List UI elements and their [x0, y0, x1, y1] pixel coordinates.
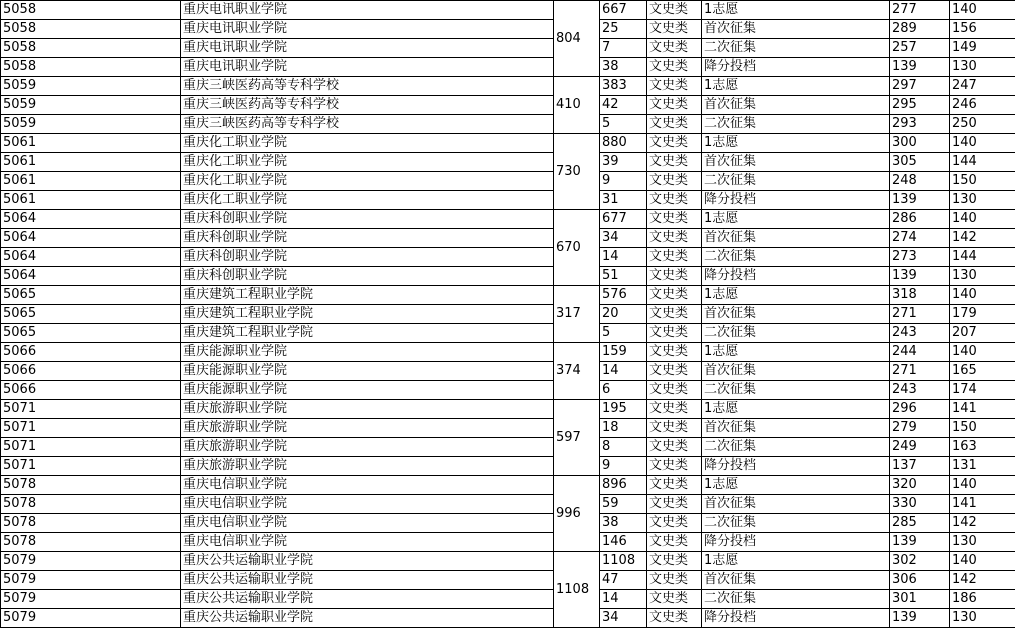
admitted-count-cell: 51	[600, 267, 647, 286]
max-score-cell: 320	[890, 476, 950, 495]
school-name-cell: 重庆电信职业学院	[181, 514, 554, 533]
admitted-count-cell: 896	[600, 476, 647, 495]
batch-cell: 降分投档	[702, 609, 890, 628]
admitted-count-cell: 14	[600, 590, 647, 609]
school-name-cell: 重庆旅游职业学院	[181, 400, 554, 419]
admitted-count-cell: 383	[600, 77, 647, 96]
plan-count-cell: 597	[554, 400, 600, 476]
category-cell: 文史类	[647, 1, 702, 20]
school-name-cell: 重庆化工职业学院	[181, 153, 554, 172]
plan-count-cell: 804	[554, 1, 600, 77]
max-score-cell: 139	[890, 533, 950, 552]
category-cell: 文史类	[647, 96, 702, 115]
min-score-cell: 179	[950, 305, 1015, 324]
category-cell: 文史类	[647, 286, 702, 305]
table-row	[1, 495, 1015, 514]
max-score-cell: 302	[890, 552, 950, 571]
category-cell: 文史类	[647, 419, 702, 438]
admitted-count-cell: 8	[600, 438, 647, 457]
school-name-cell: 重庆电信职业学院	[181, 533, 554, 552]
school-name-cell: 重庆建筑工程职业学院	[181, 324, 554, 343]
table-row	[1, 134, 1015, 153]
admitted-count-cell: 47	[600, 571, 647, 590]
category-cell: 文史类	[647, 438, 702, 457]
batch-cell: 二次征集	[702, 438, 890, 457]
table-row	[1, 39, 1015, 58]
table-row	[1, 20, 1015, 39]
category-cell: 文史类	[647, 457, 702, 476]
admitted-count-cell: 25	[600, 20, 647, 39]
table-row	[1, 305, 1015, 324]
school-code-cell: 5064	[1, 267, 181, 286]
school-code-cell: 5071	[1, 419, 181, 438]
batch-cell: 二次征集	[702, 590, 890, 609]
batch-cell: 1志愿	[702, 400, 890, 419]
school-code-cell: 5078	[1, 514, 181, 533]
category-cell: 文史类	[647, 20, 702, 39]
max-score-cell: 243	[890, 324, 950, 343]
max-score-cell: 286	[890, 210, 950, 229]
category-cell: 文史类	[647, 153, 702, 172]
category-cell: 文史类	[647, 609, 702, 628]
school-name-cell: 重庆电讯职业学院	[181, 58, 554, 77]
max-score-cell: 279	[890, 419, 950, 438]
admitted-count-cell: 159	[600, 343, 647, 362]
category-cell: 文史类	[647, 552, 702, 571]
table-row	[1, 115, 1015, 134]
max-score-cell: 289	[890, 20, 950, 39]
table-row	[1, 210, 1015, 229]
school-name-cell: 重庆三峡医药高等专科学校	[181, 77, 554, 96]
school-name-cell: 重庆公共运输职业学院	[181, 609, 554, 628]
min-score-cell: 140	[950, 134, 1015, 153]
admitted-count-cell: 7	[600, 39, 647, 58]
max-score-cell: 139	[890, 609, 950, 628]
min-score-cell: 142	[950, 229, 1015, 248]
category-cell: 文史类	[647, 400, 702, 419]
min-score-cell: 141	[950, 400, 1015, 419]
admitted-count-cell: 1108	[600, 552, 647, 571]
table-row	[1, 1, 1015, 20]
table-row	[1, 362, 1015, 381]
admitted-count-cell: 34	[600, 229, 647, 248]
plan-count-cell: 996	[554, 476, 600, 552]
batch-cell: 二次征集	[702, 514, 890, 533]
plan-count-cell: 317	[554, 286, 600, 343]
table-row	[1, 96, 1015, 115]
batch-cell: 降分投档	[702, 533, 890, 552]
school-code-cell: 5071	[1, 438, 181, 457]
min-score-cell: 140	[950, 286, 1015, 305]
max-score-cell: 305	[890, 153, 950, 172]
batch-cell: 首次征集	[702, 229, 890, 248]
school-code-cell: 5078	[1, 476, 181, 495]
school-code-cell: 5071	[1, 400, 181, 419]
max-score-cell: 244	[890, 343, 950, 362]
table-row	[1, 533, 1015, 552]
batch-cell: 首次征集	[702, 495, 890, 514]
batch-cell: 二次征集	[702, 115, 890, 134]
min-score-cell: 250	[950, 115, 1015, 134]
school-name-cell: 重庆科创职业学院	[181, 210, 554, 229]
admitted-count-cell: 667	[600, 1, 647, 20]
school-name-cell: 重庆能源职业学院	[181, 362, 554, 381]
category-cell: 文史类	[647, 571, 702, 590]
min-score-cell: 142	[950, 571, 1015, 590]
batch-cell: 首次征集	[702, 96, 890, 115]
school-name-cell: 重庆电讯职业学院	[181, 1, 554, 20]
school-code-cell: 5059	[1, 115, 181, 134]
batch-cell: 降分投档	[702, 267, 890, 286]
batch-cell: 降分投档	[702, 58, 890, 77]
max-score-cell: 273	[890, 248, 950, 267]
max-score-cell: 301	[890, 590, 950, 609]
batch-cell: 1志愿	[702, 286, 890, 305]
max-score-cell: 257	[890, 39, 950, 58]
school-name-cell: 重庆化工职业学院	[181, 134, 554, 153]
school-code-cell: 5059	[1, 77, 181, 96]
category-cell: 文史类	[647, 248, 702, 267]
min-score-cell: 130	[950, 191, 1015, 210]
batch-cell: 二次征集	[702, 172, 890, 191]
school-code-cell: 5065	[1, 286, 181, 305]
max-score-cell: 274	[890, 229, 950, 248]
admitted-count-cell: 6	[600, 381, 647, 400]
school-code-cell: 5058	[1, 39, 181, 58]
table-row	[1, 571, 1015, 590]
plan-count-cell: 730	[554, 134, 600, 210]
table-row	[1, 153, 1015, 172]
school-name-cell: 重庆能源职业学院	[181, 343, 554, 362]
admitted-count-cell: 31	[600, 191, 647, 210]
max-score-cell: 297	[890, 77, 950, 96]
batch-cell: 降分投档	[702, 457, 890, 476]
category-cell: 文史类	[647, 210, 702, 229]
school-code-cell: 5059	[1, 96, 181, 115]
school-name-cell: 重庆化工职业学院	[181, 172, 554, 191]
category-cell: 文史类	[647, 191, 702, 210]
max-score-cell: 295	[890, 96, 950, 115]
admitted-count-cell: 880	[600, 134, 647, 153]
batch-cell: 首次征集	[702, 305, 890, 324]
min-score-cell: 144	[950, 153, 1015, 172]
max-score-cell: 139	[890, 191, 950, 210]
max-score-cell: 318	[890, 286, 950, 305]
category-cell: 文史类	[647, 533, 702, 552]
table-row	[1, 438, 1015, 457]
batch-cell: 二次征集	[702, 39, 890, 58]
school-name-cell: 重庆电信职业学院	[181, 476, 554, 495]
admitted-count-cell: 677	[600, 210, 647, 229]
min-score-cell: 246	[950, 96, 1015, 115]
batch-cell: 1志愿	[702, 1, 890, 20]
school-code-cell: 5078	[1, 533, 181, 552]
admitted-count-cell: 9	[600, 457, 647, 476]
admitted-count-cell: 5	[600, 115, 647, 134]
batch-cell: 1志愿	[702, 134, 890, 153]
school-name-cell: 重庆三峡医药高等专科学校	[181, 96, 554, 115]
school-code-cell: 5061	[1, 134, 181, 153]
batch-cell: 1志愿	[702, 77, 890, 96]
school-code-cell: 5061	[1, 153, 181, 172]
category-cell: 文史类	[647, 305, 702, 324]
school-name-cell: 重庆电信职业学院	[181, 495, 554, 514]
school-code-cell: 5071	[1, 457, 181, 476]
school-code-cell: 5064	[1, 210, 181, 229]
category-cell: 文史类	[647, 590, 702, 609]
admitted-count-cell: 146	[600, 533, 647, 552]
admitted-count-cell: 9	[600, 172, 647, 191]
plan-count-cell: 374	[554, 343, 600, 400]
school-name-cell: 重庆科创职业学院	[181, 248, 554, 267]
batch-cell: 1志愿	[702, 210, 890, 229]
school-code-cell: 5064	[1, 229, 181, 248]
min-score-cell: 140	[950, 552, 1015, 571]
admitted-count-cell: 38	[600, 514, 647, 533]
school-code-cell: 5065	[1, 305, 181, 324]
admitted-count-cell: 20	[600, 305, 647, 324]
table-row	[1, 476, 1015, 495]
category-cell: 文史类	[647, 58, 702, 77]
min-score-cell: 140	[950, 343, 1015, 362]
table-row	[1, 229, 1015, 248]
table-body	[1, 1, 1015, 628]
table-row	[1, 58, 1015, 77]
min-score-cell: 130	[950, 267, 1015, 286]
admitted-count-cell: 42	[600, 96, 647, 115]
school-name-cell: 重庆电讯职业学院	[181, 39, 554, 58]
max-score-cell: 139	[890, 58, 950, 77]
max-score-cell: 306	[890, 571, 950, 590]
school-code-cell: 5078	[1, 495, 181, 514]
batch-cell: 1志愿	[702, 476, 890, 495]
school-code-cell: 5079	[1, 571, 181, 590]
school-name-cell: 重庆旅游职业学院	[181, 419, 554, 438]
min-score-cell: 150	[950, 172, 1015, 191]
batch-cell: 降分投档	[702, 191, 890, 210]
table-row	[1, 400, 1015, 419]
admitted-count-cell: 14	[600, 248, 647, 267]
table-row	[1, 381, 1015, 400]
school-name-cell: 重庆化工职业学院	[181, 191, 554, 210]
max-score-cell: 277	[890, 1, 950, 20]
school-name-cell: 重庆建筑工程职业学院	[181, 305, 554, 324]
table-row	[1, 457, 1015, 476]
admitted-count-cell: 18	[600, 419, 647, 438]
batch-cell: 1志愿	[702, 343, 890, 362]
plan-count-cell: 670	[554, 210, 600, 286]
batch-cell: 1志愿	[702, 552, 890, 571]
table-row	[1, 286, 1015, 305]
admitted-count-cell: 34	[600, 609, 647, 628]
category-cell: 文史类	[647, 134, 702, 153]
max-score-cell: 243	[890, 381, 950, 400]
table-row	[1, 609, 1015, 628]
max-score-cell: 249	[890, 438, 950, 457]
min-score-cell: 165	[950, 362, 1015, 381]
category-cell: 文史类	[647, 381, 702, 400]
category-cell: 文史类	[647, 514, 702, 533]
plan-count-cell: 410	[554, 77, 600, 134]
school-name-cell: 重庆能源职业学院	[181, 381, 554, 400]
min-score-cell: 207	[950, 324, 1015, 343]
school-code-cell: 5066	[1, 343, 181, 362]
category-cell: 文史类	[647, 343, 702, 362]
school-name-cell: 重庆公共运输职业学院	[181, 590, 554, 609]
category-cell: 文史类	[647, 229, 702, 248]
min-score-cell: 150	[950, 419, 1015, 438]
table-row	[1, 514, 1015, 533]
school-code-cell: 5061	[1, 172, 181, 191]
category-cell: 文史类	[647, 495, 702, 514]
school-name-cell: 重庆三峡医药高等专科学校	[181, 115, 554, 134]
min-score-cell: 149	[950, 39, 1015, 58]
school-code-cell: 5066	[1, 381, 181, 400]
min-score-cell: 140	[950, 476, 1015, 495]
min-score-cell: 130	[950, 609, 1015, 628]
admitted-count-cell: 39	[600, 153, 647, 172]
max-score-cell: 296	[890, 400, 950, 419]
batch-cell: 首次征集	[702, 419, 890, 438]
school-name-cell: 重庆科创职业学院	[181, 267, 554, 286]
table-row	[1, 343, 1015, 362]
category-cell: 文史类	[647, 362, 702, 381]
category-cell: 文史类	[647, 77, 702, 96]
max-score-cell: 300	[890, 134, 950, 153]
min-score-cell: 144	[950, 248, 1015, 267]
admitted-count-cell: 195	[600, 400, 647, 419]
school-name-cell: 重庆电讯职业学院	[181, 20, 554, 39]
school-name-cell: 重庆建筑工程职业学院	[181, 286, 554, 305]
max-score-cell: 271	[890, 305, 950, 324]
category-cell: 文史类	[647, 39, 702, 58]
min-score-cell: 142	[950, 514, 1015, 533]
school-name-cell: 重庆公共运输职业学院	[181, 571, 554, 590]
school-name-cell: 重庆科创职业学院	[181, 229, 554, 248]
table-row	[1, 419, 1015, 438]
batch-cell: 二次征集	[702, 248, 890, 267]
batch-cell: 首次征集	[702, 20, 890, 39]
min-score-cell: 140	[950, 210, 1015, 229]
min-score-cell: 163	[950, 438, 1015, 457]
school-code-cell: 5065	[1, 324, 181, 343]
table-row	[1, 172, 1015, 191]
table-row	[1, 590, 1015, 609]
school-code-cell: 5079	[1, 609, 181, 628]
admitted-count-cell: 576	[600, 286, 647, 305]
batch-cell: 首次征集	[702, 571, 890, 590]
category-cell: 文史类	[647, 172, 702, 191]
max-score-cell: 330	[890, 495, 950, 514]
max-score-cell: 271	[890, 362, 950, 381]
batch-cell: 二次征集	[702, 381, 890, 400]
category-cell: 文史类	[647, 476, 702, 495]
max-score-cell: 137	[890, 457, 950, 476]
table-row	[1, 77, 1015, 96]
table-row	[1, 324, 1015, 343]
table-row	[1, 552, 1015, 571]
min-score-cell: 186	[950, 590, 1015, 609]
table-row	[1, 248, 1015, 267]
plan-count-cell: 1108	[554, 552, 600, 628]
school-name-cell: 重庆旅游职业学院	[181, 438, 554, 457]
min-score-cell: 156	[950, 20, 1015, 39]
max-score-cell: 285	[890, 514, 950, 533]
batch-cell: 首次征集	[702, 153, 890, 172]
category-cell: 文史类	[647, 267, 702, 286]
school-name-cell: 重庆旅游职业学院	[181, 457, 554, 476]
school-code-cell: 5066	[1, 362, 181, 381]
school-code-cell: 5079	[1, 590, 181, 609]
min-score-cell: 131	[950, 457, 1015, 476]
min-score-cell: 141	[950, 495, 1015, 514]
batch-cell: 二次征集	[702, 324, 890, 343]
school-code-cell: 5064	[1, 248, 181, 267]
admitted-count-cell: 5	[600, 324, 647, 343]
max-score-cell: 139	[890, 267, 950, 286]
table-row	[1, 191, 1015, 210]
category-cell: 文史类	[647, 115, 702, 134]
min-score-cell: 130	[950, 533, 1015, 552]
min-score-cell: 140	[950, 1, 1015, 20]
admitted-count-cell: 14	[600, 362, 647, 381]
table-row	[1, 267, 1015, 286]
min-score-cell: 130	[950, 58, 1015, 77]
min-score-cell: 174	[950, 381, 1015, 400]
school-name-cell: 重庆公共运输职业学院	[181, 552, 554, 571]
max-score-cell: 248	[890, 172, 950, 191]
min-score-cell: 247	[950, 77, 1015, 96]
batch-cell: 首次征集	[702, 362, 890, 381]
admitted-count-cell: 59	[600, 495, 647, 514]
school-code-cell: 5058	[1, 58, 181, 77]
school-code-cell: 5061	[1, 191, 181, 210]
school-code-cell: 5079	[1, 552, 181, 571]
category-cell: 文史类	[647, 324, 702, 343]
admitted-count-cell: 38	[600, 58, 647, 77]
max-score-cell: 293	[890, 115, 950, 134]
school-code-cell: 5058	[1, 1, 181, 20]
school-code-cell: 5058	[1, 20, 181, 39]
